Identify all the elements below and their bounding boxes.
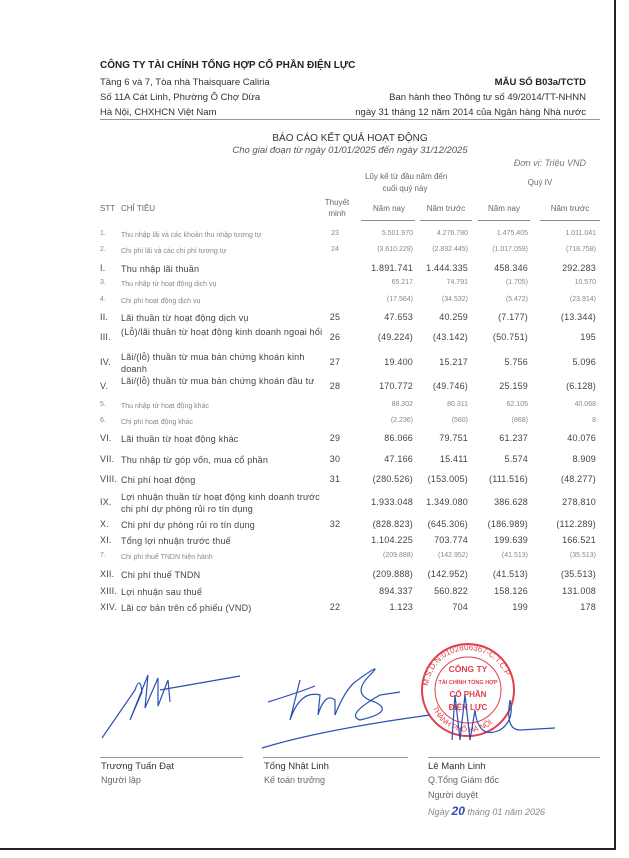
row-stt: 6. <box>100 417 106 424</box>
preparer-name: Trương Tuấn Đạt <box>101 761 174 772</box>
company-address-2: Số 11A Cát Linh, Phường Ô Chợ Dừa <box>100 92 261 103</box>
row-value: (718.758) <box>566 246 596 253</box>
row-label: Chi phí hoạt động <box>121 475 196 485</box>
row-stt: II. <box>100 312 109 322</box>
form-regulation-date: ngày 31 tháng 12 năm 2014 của Ngân hàng Nhà nước <box>355 107 586 118</box>
row-value: 88.302 <box>391 401 413 408</box>
row-value: 5.574 <box>504 454 528 464</box>
row-stt: XII. <box>100 569 115 579</box>
row-label: Tổng lợi nhuận trước thuế <box>121 536 231 546</box>
header-q-this-year: Năm nay <box>487 204 520 213</box>
row-value: (5.472) <box>505 296 528 303</box>
row-value: 15.411 <box>439 454 468 464</box>
form-regulation: Ban hành theo Thông tư số 49/2014/TT-NHNN <box>389 92 586 103</box>
row-value: 47.653 <box>384 312 413 322</box>
header-underline <box>540 220 600 221</box>
row-value: 65.217 <box>391 279 413 286</box>
row-value: 199.639 <box>494 535 528 545</box>
row-value: (645.306) <box>427 519 468 529</box>
header-note-1: Thuyết <box>324 198 350 207</box>
row-value: 5.096 <box>572 357 596 367</box>
svg-text:CỔ PHẦN: CỔ PHẦN <box>449 690 487 699</box>
row-value: 40.076 <box>567 433 596 443</box>
row-value: 15.217 <box>439 357 468 367</box>
header-stt: STT <box>100 204 116 213</box>
row-value: (43.142) <box>432 332 468 342</box>
row-value: 292.283 <box>562 263 596 273</box>
accountant-name: Tống Nhật Linh <box>264 761 329 772</box>
row-value: 1.349.080 <box>426 497 468 507</box>
row-value: (560) <box>451 417 468 424</box>
row-stt: XIV. <box>100 602 117 612</box>
director-role: Q.Tổng Giám đốc <box>428 775 500 785</box>
row-value: 131.008 <box>562 586 596 596</box>
row-label: Lãi thuần từ hoạt động khác <box>121 434 239 444</box>
row-value: (828.823) <box>372 519 413 529</box>
row-label: Chi phí thuế TNDN <box>121 570 201 580</box>
row-value: 4.276.780 <box>436 230 468 237</box>
sign-date-day: 20 <box>451 804 465 818</box>
row-value: 703.774 <box>434 535 468 545</box>
row-value: (41.513) <box>501 552 528 559</box>
row-value: 158.126 <box>494 586 528 596</box>
row-value: 8.909 <box>572 454 596 464</box>
report-title: BÁO CÁO KẾT QUẢ HOẠT ĐỘNG <box>272 133 428 144</box>
row-value: 560.822 <box>434 586 468 596</box>
header-ytd-line2: cuối quý này <box>382 184 428 193</box>
row-value: (209.888) <box>383 552 413 559</box>
row-value: 386.628 <box>494 497 528 507</box>
row-value: (111.516) <box>489 474 528 484</box>
row-label: (Lỗ)/lãi thuần từ hoạt động kinh doanh ngoại hối <box>121 327 323 337</box>
row-value: (41.513) <box>492 569 528 579</box>
row-value: 704 <box>452 602 468 612</box>
director-name: Lê Mạnh Linh <box>428 761 486 772</box>
row-value: 10.570 <box>574 279 596 286</box>
row-note: 28 <box>329 381 341 391</box>
svg-text:ĐIỆN LỰC: ĐIỆN LỰC <box>448 703 488 712</box>
row-value: 8 <box>592 417 596 424</box>
row-value: (13.344) <box>560 312 596 322</box>
row-value: (868) <box>511 417 528 424</box>
row-note: 23 <box>331 230 339 237</box>
row-value: 894.337 <box>379 586 413 596</box>
row-value: (209.888) <box>372 569 413 579</box>
stamp-bottom-text: THÀNH PHỐ HÀ NỘI <box>430 704 494 735</box>
row-stt: XI. <box>100 535 112 545</box>
row-value: (112.289) <box>556 519 596 529</box>
row-value: 1.475.405 <box>496 230 528 237</box>
header-ytd-this-year: Năm nay <box>372 204 405 213</box>
row-label: Lợi nhuận thuần từ hoạt động kinh doanh trước chi phí dự phòng rủi ro tín dụng <box>121 492 320 514</box>
row-label: Thu nhập từ góp vốn, mua cổ phần <box>121 455 269 465</box>
row-stt: IX. <box>100 497 112 507</box>
director-approval: Người duyệt <box>428 790 478 800</box>
company-address-1: Tầng 6 và 7, Tòa nhà Thaisquare Caliria <box>100 77 270 88</box>
signatures-and-stamp <box>0 620 614 760</box>
row-value: 1.891.741 <box>371 263 413 273</box>
row-value: (280.526) <box>372 474 413 484</box>
row-value: (34.532) <box>441 296 468 303</box>
header-underline <box>420 220 472 221</box>
report-unit: Đơn vị: Triệu VND <box>513 158 586 168</box>
header-ytd-line1: Lũy kế từ đầu năm đến <box>365 172 448 181</box>
row-value: (1.017.059) <box>492 246 528 253</box>
row-value: 79.751 <box>439 433 468 443</box>
row-label: Lãi/(lỗ) thuần từ mua bán chứng khoán kinh doanh <box>121 352 305 374</box>
row-value: 195 <box>580 332 596 342</box>
row-value: 166.521 <box>562 535 596 545</box>
row-value: (142.952) <box>438 552 468 559</box>
row-label: Thu nhập từ hoạt động dịch vụ <box>121 281 217 288</box>
row-note: 31 <box>329 474 341 484</box>
row-note: 30 <box>329 454 341 464</box>
form-code: MẪU SỐ B03a/TCTD <box>494 77 586 88</box>
header-item: CHỈ TIÊU <box>121 204 156 213</box>
sign-date-suffix: tháng 01 năm 2026 <box>467 807 545 817</box>
header-underline <box>478 220 530 221</box>
signature-accountant <box>262 669 430 748</box>
row-value: 1.011.041 <box>565 230 596 237</box>
row-label: Lãi thuần từ hoạt động dịch vụ <box>121 313 249 323</box>
row-note: 27 <box>329 357 341 367</box>
row-note: 25 <box>329 312 341 322</box>
row-value: 1.444.335 <box>426 263 468 273</box>
row-value: 170.772 <box>379 381 413 391</box>
row-stt: XIII. <box>100 586 118 596</box>
row-stt: 4. <box>100 296 106 303</box>
row-value: 80.311 <box>447 401 468 408</box>
row-value: 199 <box>512 602 528 612</box>
row-stt: V. <box>100 381 109 391</box>
sign-date-prefix: Ngày <box>428 807 450 817</box>
row-value: 47.166 <box>384 454 413 464</box>
row-stt: 3. <box>100 279 106 286</box>
row-note: 22 <box>329 602 341 612</box>
row-note: 32 <box>329 519 341 529</box>
row-value: (48.277) <box>560 474 596 484</box>
row-label: Chi phí dự phòng rủi ro tín dụng <box>121 520 256 530</box>
row-stt: I. <box>100 263 106 273</box>
row-value: (6.128) <box>566 381 596 391</box>
row-value: 40.068 <box>574 401 596 408</box>
row-stt: 2. <box>100 246 106 253</box>
row-value: (2.236) <box>390 417 413 424</box>
row-value: (49.224) <box>377 332 413 342</box>
row-value: (1.705) <box>505 279 528 286</box>
row-note: 24 <box>331 246 339 253</box>
row-note: 26 <box>329 332 341 342</box>
signature-preparer <box>102 675 240 738</box>
row-value: (17.564) <box>386 296 413 303</box>
svg-text:CÔNG TY: CÔNG TY <box>448 664 488 674</box>
sign-date <box>428 804 545 818</box>
row-label: Lợi nhuận sau thuế <box>121 587 203 597</box>
row-note: 29 <box>329 433 341 443</box>
row-value: 278.810 <box>562 497 596 507</box>
row-value: 61.237 <box>499 433 528 443</box>
row-label: Chi phí thuế TNDN hiện hành <box>121 554 213 561</box>
row-value: 25.159 <box>499 381 528 391</box>
row-stt: VI. <box>100 433 112 443</box>
row-value: 1.933.048 <box>371 497 413 507</box>
row-label: Thu nhập lãi và các khoản thu nhập tương tự <box>121 232 262 239</box>
row-label: Thu nhập lãi thuần <box>121 264 200 274</box>
row-value: (186.989) <box>487 519 528 529</box>
company-name: CÔNG TY TÀI CHÍNH TỔNG HỢP CỔ PHẦN ĐIỆN LỰC <box>100 60 356 71</box>
header-q-last-year: Năm trước <box>550 204 590 213</box>
row-value: (35.513) <box>560 569 596 579</box>
row-value: 1.123 <box>389 602 413 612</box>
row-label: Chi phí hoạt động dịch vụ <box>121 298 201 305</box>
row-stt: VII. <box>100 454 115 464</box>
row-stt: 5. <box>100 401 106 408</box>
accountant-role: Kế toán trưởng <box>264 775 325 785</box>
row-value: (2.832.445) <box>432 246 468 253</box>
row-value: (35.513) <box>569 552 596 559</box>
row-value: (23.914) <box>569 296 596 303</box>
row-value: (142.952) <box>427 569 468 579</box>
row-value: (49.746) <box>432 381 468 391</box>
row-stt: X. <box>100 519 109 529</box>
header-divider <box>100 119 600 120</box>
stamp-ring-text: M.S.D.N:0102806367-C.T.C.P <box>421 642 513 687</box>
header-underline <box>361 220 415 221</box>
row-value: 1.104.225 <box>371 535 413 545</box>
row-value: 19.400 <box>384 357 413 367</box>
row-value: (153.005) <box>427 474 468 484</box>
svg-text:TÀI CHÍNH TỔNG HỢP: TÀI CHÍNH TỔNG HỢP <box>438 680 498 686</box>
row-value: 178 <box>580 602 596 612</box>
report-period: Cho giai đoạn từ ngày 01/01/2025 đến ngày 31/12/2025 <box>232 145 468 156</box>
row-value: (3.610.229) <box>377 246 413 253</box>
row-label: Chi phí hoạt động khác <box>121 419 193 426</box>
row-stt: 7. <box>100 552 106 559</box>
row-stt: IV. <box>100 357 111 367</box>
row-value: 5.756 <box>504 357 528 367</box>
row-label: Lãi cơ bản trên cổ phiếu (VND) <box>121 603 252 613</box>
row-stt: III. <box>100 332 111 342</box>
signature-line <box>263 757 408 758</box>
row-value: 62.105 <box>506 401 528 408</box>
row-label: Lãi/(lỗ) thuần từ mua bán chứng khoán đầu tư <box>121 376 315 386</box>
row-stt: 1. <box>100 230 106 237</box>
row-value: (50.751) <box>492 332 528 342</box>
row-value: 86.066 <box>384 433 413 443</box>
company-address-3: Hà Nội, CHXHCN Việt Nam <box>100 107 217 118</box>
signature-line <box>428 757 600 758</box>
row-stt: VIII. <box>100 474 118 484</box>
header-quarter: Quý IV <box>527 178 553 187</box>
row-value: 40.259 <box>439 312 468 322</box>
row-value: 74.791 <box>446 279 468 286</box>
row-value: 458.346 <box>494 263 528 273</box>
preparer-role: Người lập <box>101 775 141 785</box>
row-label: Thu nhập từ hoạt động khác <box>121 403 209 410</box>
row-label: Chi phí lãi và các chi phí tương tự <box>121 248 227 255</box>
header-ytd-last-year: Năm trước <box>426 204 466 213</box>
header-note-2: minh <box>328 209 346 218</box>
row-value: 5.501.970 <box>381 230 413 237</box>
signature-line <box>100 757 243 758</box>
row-value: (7.177) <box>498 312 528 322</box>
